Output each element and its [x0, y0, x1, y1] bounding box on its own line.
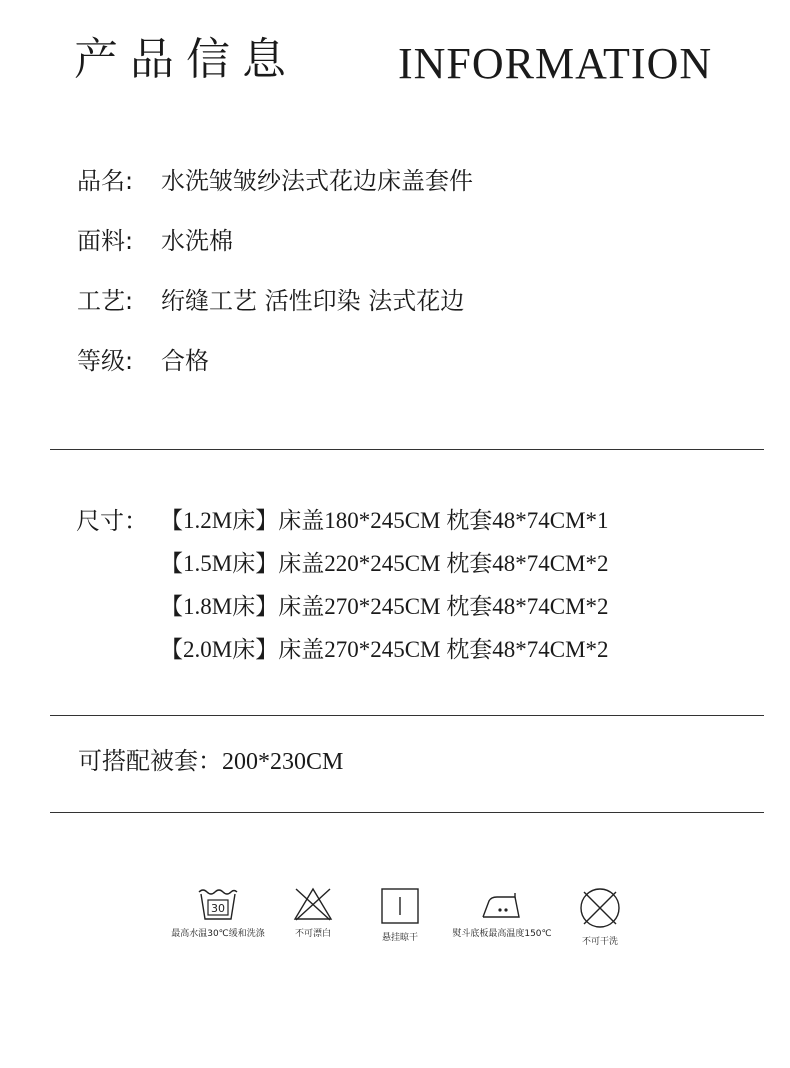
info-row-grade	[77, 345, 209, 377]
care-caption: 悬挂晾干	[381, 933, 418, 943]
care-dry	[370, 886, 430, 944]
info-row-fabric	[77, 225, 233, 257]
iron-150-icon	[479, 886, 525, 922]
duvet-compat-text: 可搭配被套：200*230CM	[78, 749, 344, 775]
info-label: 工艺:	[77, 287, 134, 315]
info-value: 水洗棉	[161, 227, 233, 255]
size-label: 尺寸：	[76, 507, 148, 535]
info-value: 绗缝工艺 活性印染 法式花边	[161, 287, 465, 315]
page-title-cn: 产品信息	[74, 34, 298, 85]
size-row: 【1.2M床】床盖180*245CM 枕套48*74CM*1	[160, 508, 609, 533]
care-caption: 不可漂白	[294, 929, 331, 939]
info-row-craft	[77, 285, 464, 317]
care-nowash	[570, 886, 630, 948]
size-row: 【2.0M床】床盖270*245CM 枕套48*74CM*2	[160, 637, 609, 662]
care-bleach	[283, 886, 343, 940]
no-bleach-icon	[292, 886, 334, 922]
size-row: 【1.8M床】床盖270*245CM 枕套48*74CM*2	[160, 594, 609, 619]
line-dry-icon	[379, 886, 421, 926]
info-value: 合格	[161, 347, 209, 375]
info-label: 等级:	[77, 347, 134, 375]
info-row-name	[77, 165, 473, 197]
care-iron	[446, 886, 558, 940]
divider	[50, 812, 764, 813]
care-wash	[168, 886, 268, 940]
size-row: 【1.5M床】床盖220*245CM 枕套48*74CM*2	[160, 551, 609, 576]
divider	[50, 715, 764, 716]
info-value: 水洗皱皱纱法式花边床盖套件	[161, 167, 473, 195]
care-caption: 不可干洗	[581, 937, 618, 947]
wash-temp-number: 30	[211, 902, 225, 915]
page-title-en: INFORMATION	[398, 39, 713, 88]
care-caption: 最高水温30℃缓和洗涤	[171, 929, 265, 939]
wash-30-icon	[197, 886, 239, 922]
info-label: 面料:	[77, 227, 134, 255]
no-wash-icon	[578, 886, 622, 930]
divider	[50, 449, 764, 450]
care-caption: 熨斗底板最高温度150℃	[452, 929, 552, 939]
info-label: 品名:	[77, 167, 134, 195]
